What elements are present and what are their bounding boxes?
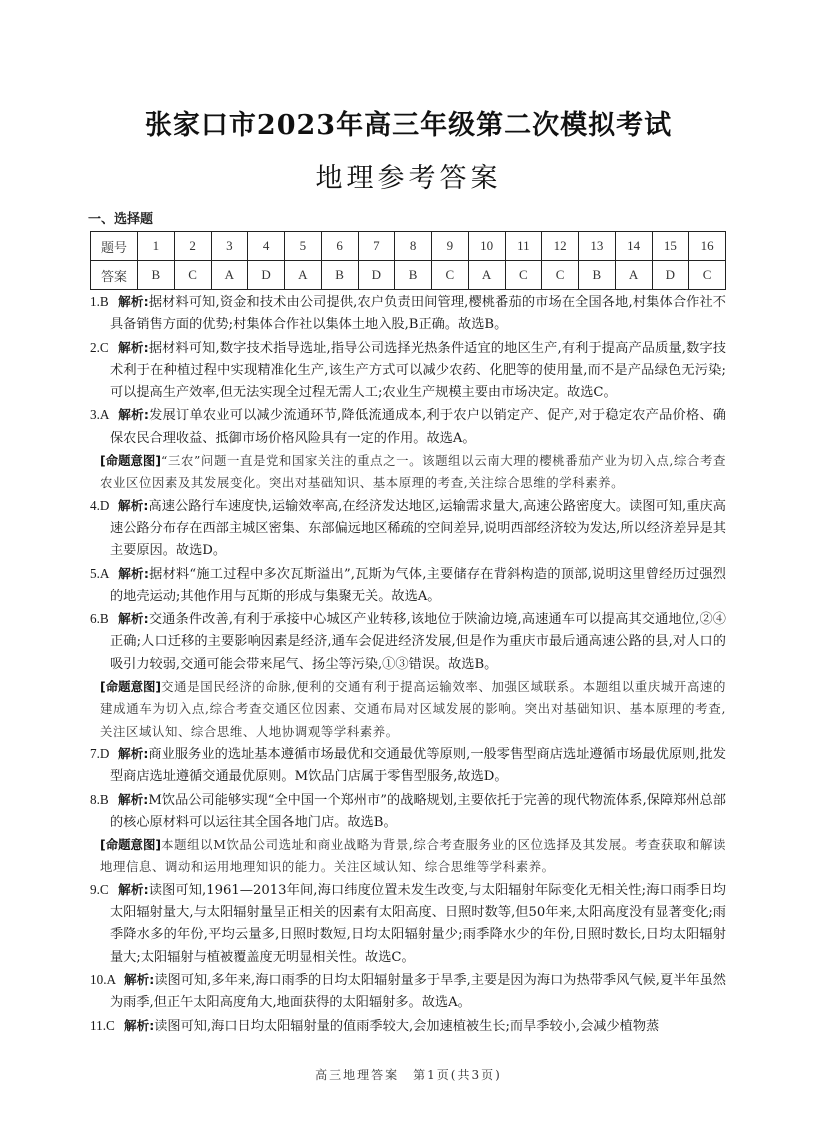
item-number: 1.B: [90, 294, 109, 309]
answer-cell: B: [395, 261, 432, 290]
question-number-cell: 5: [285, 232, 322, 261]
item-number: 3.A: [90, 407, 110, 423]
intent-note: [90, 450, 726, 495]
explanation-text: 读图可知,海口日均太阳辐射量的值雨季较大,会加速植被生长;而旱季较小,会减少植物蒸: [154, 1018, 660, 1034]
explanation-text: M饮品公司能够实现“全中国一个郑州市”的战略规划,主要依托于完善的现代物流体系,保障郑州总部的核心原材料可以运往其全国各地门店。故选B。: [110, 792, 726, 830]
answer-cell: B: [138, 261, 175, 290]
page-title: 张家口市2023年高三年级第二次模拟考试: [144, 110, 673, 141]
explanation-item: [90, 789, 726, 835]
item-number: 9.C: [90, 881, 109, 897]
answer-cell: C: [174, 261, 211, 290]
table-row-answers: [91, 261, 726, 290]
question-number-cell: 16: [689, 232, 726, 261]
explanation-item: [90, 969, 726, 1015]
explanation-item: [90, 495, 726, 563]
intent-label: [命题意图]: [100, 453, 161, 469]
explanation-text: 据材料“施工过程中多次瓦斯溢出”,瓦斯为气体,主要储存在背斜构造的顶部,说明这里曾经历过强烈的地壳运动;其他作用与瓦斯的形成与集聚无关。故选A。: [110, 566, 726, 604]
answer-cell: A: [285, 261, 322, 290]
question-number-cell: 3: [211, 232, 248, 261]
explanation-text: 商业服务业的选址基本遵循市场最优和交通最优等原则,一般零售型商店选址遵循市场最优原则,批发型商店选址遵循交通最优原则。M饮品门店属于零售型服务,故选D。: [110, 746, 726, 785]
item-number: 7.D: [90, 745, 110, 761]
analysis-label: 解析:: [118, 407, 149, 423]
question-number-cell: 1: [138, 232, 175, 261]
explanation-item: [90, 337, 726, 405]
explanation-text: 据材料可知,数字技术指导选址,指导公司选择光热条件适宜的地区生产,有利于提高产品质量,数字技术利于在种植过程中实现精准化生产,该生产方式可以减少农药、化肥等的使用量,而不是产品绿色无污染;可以提高生产效率,但无法实现全过程无需人工;农业生产规模主要由市场决定。故选C。: [110, 340, 726, 401]
item-number: 6.B: [90, 611, 109, 627]
question-number-cell: 2: [174, 232, 211, 261]
explanation-item: [90, 879, 726, 969]
answer-cell: B: [321, 261, 358, 290]
item-number: 10.A: [90, 971, 117, 987]
explanation-item: [90, 608, 726, 676]
item-number: 8.B: [90, 791, 109, 807]
question-number-cell: 12: [542, 232, 579, 261]
analysis-label: 解析:: [118, 881, 149, 897]
analysis-label: 解析:: [118, 339, 149, 355]
analysis-label: 解析:: [124, 1017, 155, 1033]
intent-text: “三农”问题一直是党和国家关注的重点之一。该题组以云南大理的樱桃番茄产业为切入点,综合考查农业区位因素及其发展变化。突出对基础知识、基本原理的考查,关注综合思维的学科素养。: [100, 453, 726, 491]
explanation-text: 高速公路行车速度快,运输效率高,在经济发达地区,运输需求量大,高速公路密度大。读图可知,重庆高速公路分布存在西部主城区密集、东部偏远地区稀疏的空间差异,说明西部经济较为发达,所以经济差异是其主要原因。故选D。: [110, 498, 726, 559]
explanation-text: 读图可知,多年来,海口雨季的日均太阳辐射量多于旱季,主要是因为海口为热带季风气候,夏半年虽然为雨季,但正午太阳高度角大,地面获得的太阳辐射多。故选A。: [110, 972, 726, 1011]
answer-cell: D: [248, 261, 285, 290]
answer-cell: C: [505, 261, 542, 290]
answer-explanations: [90, 291, 726, 1038]
question-number-cell: 13: [579, 232, 616, 261]
page-footer: 高三地理答案 第1页(共3页): [315, 1068, 502, 1082]
explanation-item: [90, 291, 726, 337]
page-subtitle: 地理参考答案: [315, 163, 502, 194]
answer-cell: C: [689, 261, 726, 290]
intent-text: 交通是国民经济的命脉,便利的交通有利于提高运输效率、加强区域联系。本题组以重庆城开高速的建成通车为切入点,综合考查交通区位因素、交通布局对区域发展的影响。突出对基础知识、基本原理的考查,关注区域认知、综合思维、人地协调观等学科素养。: [100, 679, 726, 739]
intent-label: [命题意图]: [100, 837, 162, 853]
explanation-text: 读图可知,1961—2013年间,海口纬度位置未发生改变,与太阳辐射年际变化无相关性;海口雨季日均太阳辐射量大,与太阳辐射量呈正相关的因素有太阳高度、日照时数等,但50年来,太阳高度没有显著变化;雨季降水多的年份,平均云量多,日照时数短,日均太阳辐射量少;雨季降水少的年份,日照时数长,日均太阳辐射量大;太阳辐射与植被覆盖度无明显相关性。故选C。: [110, 882, 726, 965]
answer-cell: D: [652, 261, 689, 290]
analysis-label: 解析:: [118, 745, 149, 761]
answer-cell: A: [615, 261, 652, 290]
answer-cell: B: [579, 261, 616, 290]
explanation-text: 发展订单农业可以减少流通环节,降低流通成本,利于农户以销定产、促产,对于稳定农产品价格、确保农民合理收益、抵御市场价格风险具有一定的作用。故选A。: [110, 408, 726, 446]
explanation-item: [90, 563, 726, 609]
answer-cell: D: [358, 261, 395, 290]
analysis-label: 解析:: [118, 294, 149, 309]
row-label: 题号: [91, 232, 138, 261]
question-number-cell: 7: [358, 232, 395, 261]
item-number: 11.C: [90, 1017, 115, 1033]
intent-note: [90, 676, 726, 743]
question-number-cell: 8: [395, 232, 432, 261]
question-number-cell: 14: [615, 232, 652, 261]
table-row-numbers: [91, 232, 726, 261]
question-number-cell: 15: [652, 232, 689, 261]
intent-note: [90, 834, 726, 879]
explanation-text: 据材料可知,资金和技术由公司提供,农户负责田间管理,樱桃番茄的市场在全国各地,村集体合作社不具备销售方面的优势;村集体合作社以集体土地入股,B正确。故选B。: [110, 295, 726, 333]
explanation-item: [90, 743, 726, 789]
answer-cell: C: [542, 261, 579, 290]
explanation-item: [90, 1015, 726, 1038]
question-number-cell: 10: [468, 232, 505, 261]
explanation-item: [90, 404, 726, 450]
item-number: 5.A: [90, 565, 110, 581]
intent-text: 本题组以M饮品公司选址和商业战略为背景,综合考查服务业的区位选择及其发展。考查获取和解读地理信息、调动和运用地理知识的能力。关注区域认知、综合思维等学科素养。: [100, 837, 726, 875]
question-number-cell: 9: [432, 232, 469, 261]
answer-cell: A: [211, 261, 248, 290]
explanation-text: 交通条件改善,有利于承接中心城区产业转移,该地位于陕渝边境,高速通车可以提高其交通地位,②④正确;人口迁移的主要影响因素是经济,通车会促进经济发展,但是作为重庆市最后通高速公路的县,对人口的吸引力较弱,交通可能会带来尾气、扬尘等污染,①③错误。故选B。: [110, 612, 726, 672]
analysis-label: 解析:: [124, 971, 155, 987]
analysis-label: 解析:: [118, 565, 149, 581]
analysis-label: 解析:: [118, 791, 149, 807]
row-label: 答案: [91, 261, 138, 290]
analysis-label: 解析:: [118, 497, 149, 513]
section-heading: 一、选择题: [88, 212, 154, 227]
question-number-cell: 6: [321, 232, 358, 261]
item-number: 4.D: [90, 497, 110, 513]
answer-cell: C: [432, 261, 469, 290]
question-number-cell: 11: [505, 232, 542, 261]
answer-table: [90, 231, 726, 290]
answer-cell: A: [468, 261, 505, 290]
intent-label: [命题意图]: [100, 679, 162, 695]
item-number: 2.C: [90, 339, 109, 355]
question-number-cell: 4: [248, 232, 285, 261]
analysis-label: 解析:: [118, 611, 149, 627]
